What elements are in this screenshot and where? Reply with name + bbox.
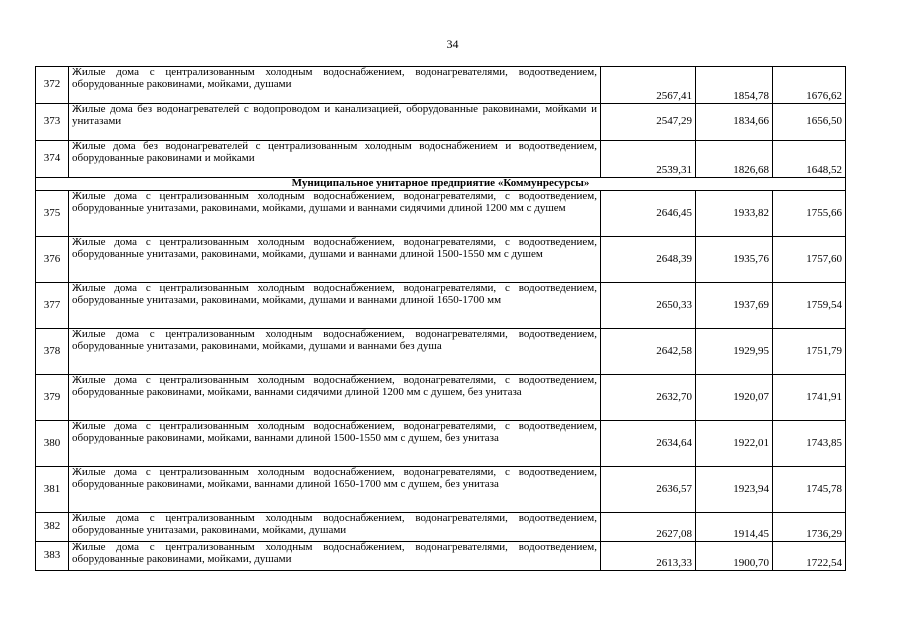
row-value-2: 1929,95	[696, 329, 773, 375]
table-row	[36, 542, 846, 571]
section-title: Муниципальное унитарное предприятие «Коммунресурсы»	[36, 178, 846, 191]
row-value-2: 1900,70	[696, 542, 773, 571]
table-row	[36, 237, 846, 283]
table-row	[36, 329, 846, 375]
row-value-3: 1743,85	[773, 421, 846, 467]
row-description: Жилые дома с централизованным холодным водоснабжением, водонагревателями, водоотведением, оборудованные унитазами, раковинами, мойками, душами	[69, 513, 601, 542]
table-row	[36, 67, 846, 104]
table-row	[36, 104, 846, 141]
row-description: Жилые дома без водонагревателей с централизованным холодным водоснабжением и водоотведением, оборудованные раковинами и мойками	[69, 141, 601, 178]
row-value-3: 1741,91	[773, 375, 846, 421]
row-value-2: 1923,94	[696, 467, 773, 513]
row-number: 374	[36, 141, 69, 178]
section-header-row	[36, 178, 846, 191]
table-row	[36, 375, 846, 421]
row-value-3: 1755,66	[773, 191, 846, 237]
row-description: Жилые дома без водонагревателей с водопроводом и канализацией, оборудованные раковинами, мойками и унитазами	[69, 104, 601, 141]
row-description: Жилые дома с централизованным холодным водоснабжением, водонагревателями, водоотведением, оборудованные раковинами, мойками, душами	[69, 67, 601, 104]
row-description: Жилые дома с централизованным холодным водоснабжением, водонагревателями, водоотведением, оборудованные раковинами, мойками, душами	[69, 542, 601, 571]
row-number: 378	[36, 329, 69, 375]
row-description: Жилые дома с централизованным холодным водоснабжением, водонагревателями, водоотведением, оборудованные унитазами, раковинами, мойками, душами и ваннами без душа	[69, 329, 601, 375]
row-number: 377	[36, 283, 69, 329]
row-value-1: 2627,08	[601, 513, 696, 542]
page-number: 34	[446, 37, 459, 51]
row-value-2: 1826,68	[696, 141, 773, 178]
row-value-2: 1937,69	[696, 283, 773, 329]
tariff-table	[35, 66, 846, 571]
row-value-2: 1933,82	[696, 191, 773, 237]
row-number: 372	[36, 67, 69, 104]
row-value-1: 2650,33	[601, 283, 696, 329]
row-description: Жилые дома с централизованным холодным водоснабжением, водонагревателями, с водоотведением, оборудованные раковинами, мойками, ваннами сидячими длиной 1200 мм с душем, без унитаза	[69, 375, 601, 421]
row-value-1: 2646,45	[601, 191, 696, 237]
row-number: 380	[36, 421, 69, 467]
row-value-1: 2632,70	[601, 375, 696, 421]
row-value-1: 2648,39	[601, 237, 696, 283]
row-number: 381	[36, 467, 69, 513]
row-description: Жилые дома с централизованным холодным водоснабжением, водонагревателями, с водоотведением, оборудованные унитазами, раковинами, мойками, душами и ваннами длиной 1500-1550 мм с душем	[69, 237, 601, 283]
row-value-1: 2539,31	[601, 141, 696, 178]
row-value-2: 1854,78	[696, 67, 773, 104]
row-number: 373	[36, 104, 69, 141]
row-value-3: 1751,79	[773, 329, 846, 375]
row-value-3: 1736,29	[773, 513, 846, 542]
row-value-1: 2636,57	[601, 467, 696, 513]
row-value-3: 1722,54	[773, 542, 846, 571]
row-value-2: 1920,07	[696, 375, 773, 421]
row-value-3: 1676,62	[773, 67, 846, 104]
row-number: 383	[36, 542, 69, 571]
table-row	[36, 421, 846, 467]
row-value-3: 1757,60	[773, 237, 846, 283]
table-row	[36, 141, 846, 178]
table-row	[36, 283, 846, 329]
row-number: 379	[36, 375, 69, 421]
row-value-2: 1935,76	[696, 237, 773, 283]
row-value-2: 1834,66	[696, 104, 773, 141]
row-value-3: 1745,78	[773, 467, 846, 513]
row-value-1: 2613,33	[601, 542, 696, 571]
row-value-1: 2634,64	[601, 421, 696, 467]
table-row	[36, 467, 846, 513]
row-value-2: 1914,45	[696, 513, 773, 542]
row-value-1: 2547,29	[601, 104, 696, 141]
table-row	[36, 513, 846, 542]
row-description: Жилые дома с централизованным холодным водоснабжением, водонагревателями, с водоотведением, оборудованные унитазами, раковинами, мойками, душами и ваннами сидячими длиной 1200 мм с душем	[69, 191, 601, 237]
row-value-3: 1648,52	[773, 141, 846, 178]
row-number: 382	[36, 513, 69, 542]
row-description: Жилые дома с централизованным холодным водоснабжением, водонагревателями, с водоотведением, оборудованные раковинами, мойками, ваннами длиной 1650-1700 мм с душем, без унитаза	[69, 467, 601, 513]
row-value-2: 1922,01	[696, 421, 773, 467]
row-number: 375	[36, 191, 69, 237]
row-value-3: 1759,54	[773, 283, 846, 329]
table-row	[36, 191, 846, 237]
row-description: Жилые дома с централизованным холодным водоснабжением, водонагревателями, с водоотведением, оборудованные унитазами, раковинами, мойками, душами и ваннами длиной 1650-1700 мм	[69, 283, 601, 329]
row-value-1: 2642,58	[601, 329, 696, 375]
row-value-1: 2567,41	[601, 67, 696, 104]
row-number: 376	[36, 237, 69, 283]
row-description: Жилые дома с централизованным холодным водоснабжением, водонагревателями, с водоотведением, оборудованные раковинами, мойками, ваннами длиной 1500-1550 мм с душем, без унитаза	[69, 421, 601, 467]
row-value-3: 1656,50	[773, 104, 846, 141]
